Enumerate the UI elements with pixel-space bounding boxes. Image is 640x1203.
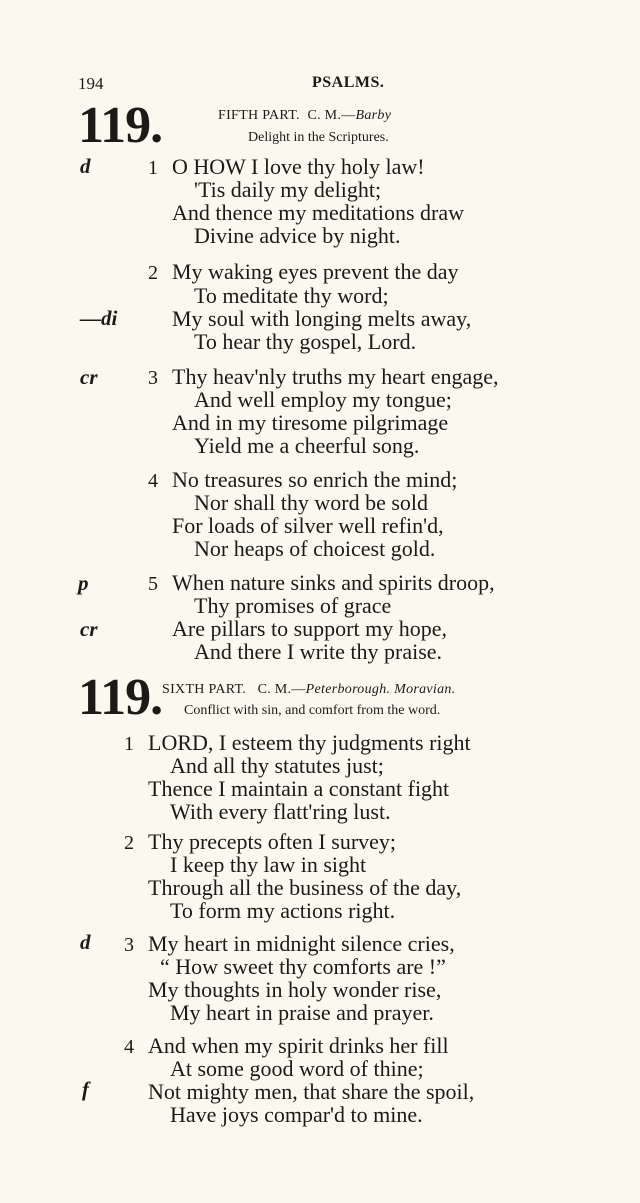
- verse-line: To form my actions right.: [170, 898, 396, 923]
- verse-number: 2: [148, 262, 158, 284]
- meter-label: C. M.—: [257, 682, 306, 697]
- part-label: FIFTH PART.: [218, 108, 300, 123]
- verse-number: 3: [124, 934, 134, 956]
- verse-line: My heart in praise and prayer.: [170, 1000, 434, 1025]
- verse-line: No treasures so enrich the mind;: [172, 467, 458, 492]
- verse-line: I keep thy law in sight: [170, 852, 367, 877]
- hymn-number: 119.: [78, 669, 163, 726]
- verse-line: Thy promises of grace: [194, 593, 392, 618]
- verse-line: My thoughts in holy wonder rise,: [148, 977, 442, 1002]
- hymn-heading: [218, 108, 391, 124]
- dynamic-mark: d: [80, 154, 91, 178]
- verse-line: Thy precepts often I survey;: [148, 829, 397, 854]
- verse-number: 2: [124, 832, 134, 854]
- verse-line: And when my spirit drinks her fill: [148, 1033, 449, 1058]
- dynamic-mark: —di: [80, 306, 118, 330]
- hymn-number: 119.: [78, 97, 163, 154]
- hymn-heading: [162, 682, 456, 698]
- verse-number: 5: [148, 573, 158, 595]
- hymn-subtitle: Conflict with sin, and comfort from the word.: [184, 703, 441, 718]
- verse-number: 1: [124, 733, 134, 755]
- verse-line: My waking eyes prevent the day: [172, 259, 459, 284]
- verse-line: And in my tiresome pilgrimage: [172, 410, 449, 435]
- meter-label: C. M.—: [307, 108, 356, 123]
- part-label: SIXTH PART.: [162, 682, 247, 697]
- verse-number: 1: [148, 157, 158, 179]
- verse-line: “ How sweet thy comforts are !”: [160, 954, 446, 979]
- dynamic-mark: d: [80, 930, 91, 954]
- verse-number: 4: [148, 470, 158, 492]
- page-number: 194: [78, 74, 104, 93]
- verse-line: To hear thy gospel, Lord.: [194, 329, 417, 354]
- tune-name: Barby: [355, 108, 392, 123]
- dynamic-mark: p: [78, 571, 89, 595]
- verse-line: Divine advice by night.: [194, 223, 401, 248]
- hymn-subtitle: Delight in the Scriptures.: [248, 130, 389, 145]
- verse-line: When nature sinks and spirits droop,: [172, 570, 495, 595]
- verse-line: Thence I maintain a constant fight: [148, 776, 450, 801]
- verse-line: LORD, I esteem thy judgments right: [148, 730, 471, 755]
- verse-line: Thy heav'nly truths my heart engage,: [172, 364, 499, 389]
- verse-line: My heart in midnight silence cries,: [148, 931, 455, 956]
- verse-line: Not mighty men, that share the spoil,: [148, 1079, 475, 1104]
- verse-line: My soul with longing melts away,: [172, 306, 472, 331]
- dynamic-mark: cr: [80, 365, 98, 389]
- tune-name: Peterborough. Moravian.: [305, 682, 456, 697]
- verse-line: And all thy statutes just;: [170, 753, 384, 778]
- verse-line: 'Tis daily my delight;: [194, 177, 382, 202]
- running-title: PSALMS.: [312, 74, 385, 91]
- verse-line: And there I write thy praise.: [194, 639, 443, 664]
- dynamic-mark: f: [82, 1077, 89, 1101]
- dynamic-mark: cr: [80, 617, 98, 641]
- verse-line: Have joys compar'd to mine.: [170, 1102, 423, 1127]
- verse-line: Are pillars to support my hope,: [172, 616, 447, 641]
- verse-line: And thence my meditations draw: [172, 200, 465, 225]
- verse-line: At some good word of thine;: [170, 1056, 424, 1081]
- verse-line: For loads of silver well refin'd,: [172, 513, 444, 538]
- verse-line: Nor shall thy word be sold: [194, 490, 429, 515]
- verse-line: To meditate thy word;: [194, 283, 389, 308]
- verse-line: O HOW I love thy holy law!: [172, 154, 425, 179]
- verse-line: Through all the business of the day,: [148, 875, 462, 900]
- verse-number: 4: [124, 1036, 134, 1058]
- verse-line: With every flatt'ring lust.: [170, 799, 391, 824]
- verse-line: Yield me a cheerful song.: [194, 433, 420, 458]
- verse-number: 3: [148, 367, 158, 389]
- verse-line: And well employ my tongue;: [194, 387, 452, 412]
- verse-line: Nor heaps of choicest gold.: [194, 536, 436, 561]
